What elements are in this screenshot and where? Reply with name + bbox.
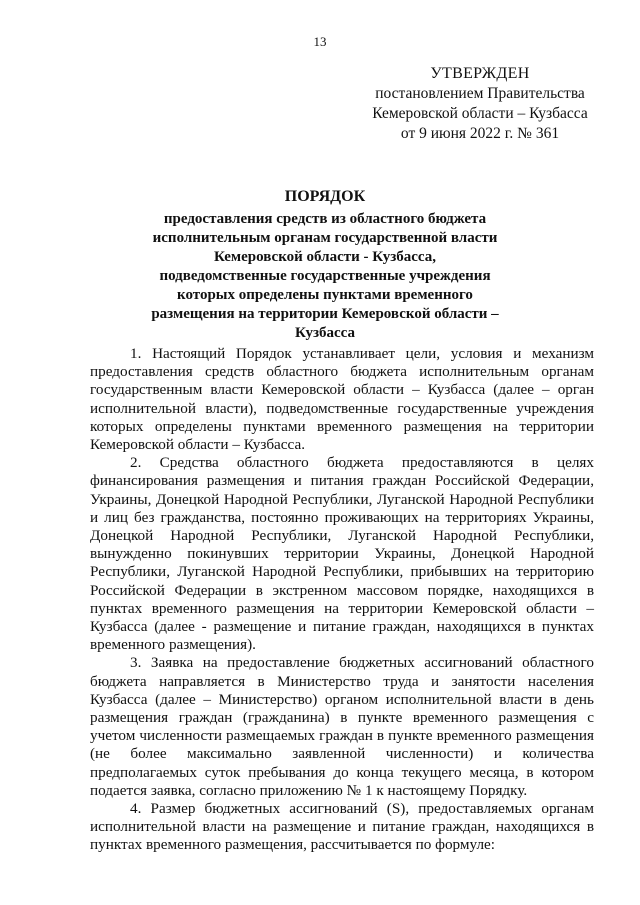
approval-line: постановлением Правительства — [375, 85, 585, 102]
document-title — [150, 186, 500, 343]
paragraph-1: 1. Настоящий Порядок устанавливает цели, условия и механизм предоставления средств областного бюджета исполнительным органам государственным власти Кемеровской области – Кузбасса (далее – орган исполнительной власти), подведомственные государственные учреждения которых определены пунктами временного размещения на территории Кемеровской области – Кузбасса. — [90, 345, 594, 454]
approval-line: от 9 июня 2022 г. № 361 — [400, 125, 560, 142]
approval-line: Кемеровской области – Кузбасса — [372, 105, 588, 122]
approval-stamp: УТВЕРЖДЕН — [430, 65, 530, 82]
paragraph-4: 4. Размер бюджетных ассигнований (S), предоставляемых органам исполнительной власти на размещение и питание граждан, находящихся в пунктах временного размещения, рассчитывается по формуле: — [90, 800, 594, 854]
title-subheading: предоставления средств из областного бюджета исполнительным органам государственной власти Кемеровской области - Кузбасса, подведомственные государственные учреждения которых определены пунктами временного размещения на территории Кемеровской области – Кузбасса — [151, 211, 499, 341]
approval-block — [360, 64, 600, 144]
title-heading: ПОРЯДОК — [284, 188, 366, 205]
document-body — [90, 345, 594, 855]
paragraph-3: 3. Заявка на предоставление бюджетных ассигнований областного бюджета направляется в Министерство труда и занятости населения Кузбасса (далее – Министерство) органом исполнительной власти в день размещения граждан (гражданина) в пункте временного размещения с учетом численности размещаемых граждан в пункте временного размещения (не более максимально заявленной численности) и количества предполагаемых суток пребывания до конца текущего месяца, в котором подается заявка, согласно приложению № 1 к настоящему Порядку. — [90, 654, 594, 799]
page-number: 13 — [313, 34, 327, 49]
paragraph-2: 2. Средства областного бюджета предоставляются в целях финансирования размещения и питания граждан Российской Федерации, Украины, Донецкой Народной Республики, Луганской Народной Республики и лиц без гражданства, постоянно проживающих на территориях Украины, Донецкой Народной Республики, Луганской Народной Республики, вынужденно покинувших территории Украины, Донецкой Народной Республики, Луганской Народной Республики, прибывших на территорию Российской Федерации в экстренном массовом порядке, находящихся в пунктах временного размещения на территории Кемеровской области – Кузбасса (далее - размещение и питание граждан, находящихся в пунктах временного размещения). — [90, 454, 594, 654]
